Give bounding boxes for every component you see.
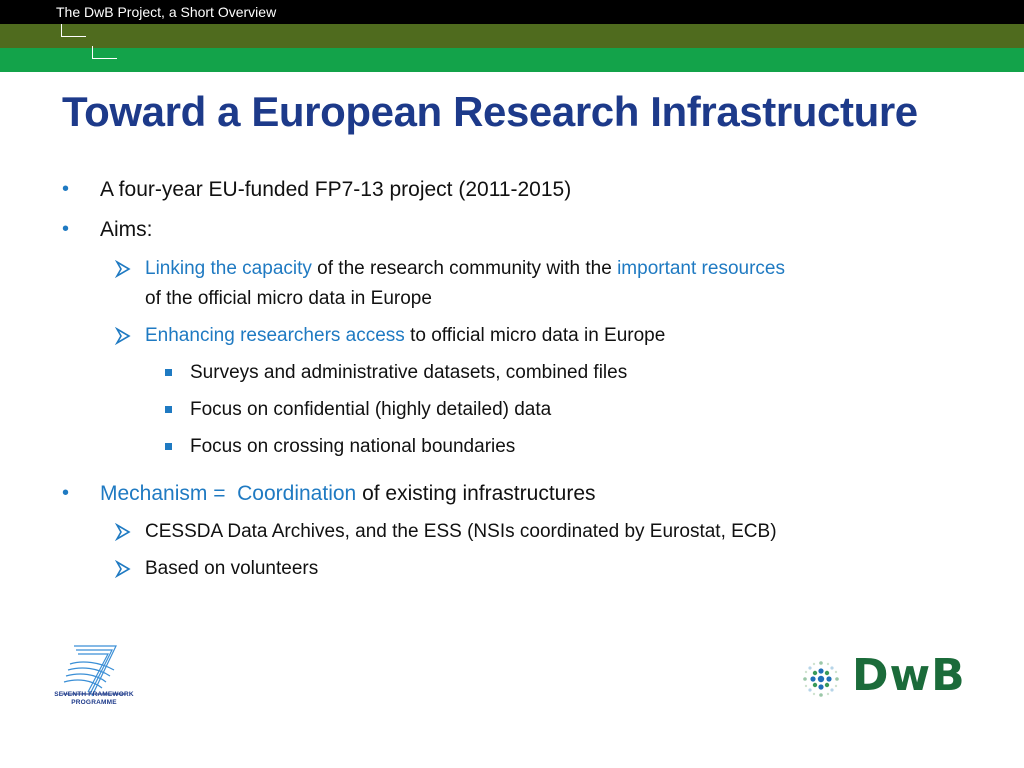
slide-title: Toward a European Research Infrastructure xyxy=(62,88,918,135)
enhancing-rest-text: to official micro data in Europe xyxy=(404,325,666,346)
bullet-funding-text: A four-year EU-funded FP7-13 project (2011-2015) xyxy=(100,178,572,201)
linking-mid-text: of the research community with the xyxy=(311,258,618,279)
volunteers-text: Based on volunteers xyxy=(145,558,319,579)
square-bullet-icon xyxy=(165,443,172,450)
header-title: The DwB Project, a Short Overview xyxy=(56,4,277,20)
sub-sub-bullet-surveys xyxy=(190,362,627,384)
boundaries-text: Focus on crossing national boundaries xyxy=(190,436,516,457)
sub-bullet-volunteers xyxy=(145,558,318,580)
cessda-text: CESSDA Data Archives, and the ESS (NSIs coordinated by Eurostat, ECB) xyxy=(145,521,777,542)
header-band-olive xyxy=(0,24,1024,48)
sub-sub-bullet-confidential xyxy=(190,399,551,421)
mechanism-text: Mechanism = xyxy=(100,482,226,505)
linking-capacity-text: Linking the capacity xyxy=(145,258,312,279)
mechanism-rest-text: of existing infrastructures xyxy=(356,482,596,505)
arrow-bullet-icon xyxy=(114,327,132,345)
bullet-mechanism xyxy=(100,482,596,506)
linking-line2-text: of the official micro data in Europe xyxy=(145,288,432,309)
confidential-text: Focus on confidential (highly detailed) data xyxy=(190,399,552,420)
dwb-dots-logo-icon xyxy=(798,656,844,702)
header-bar xyxy=(0,0,1024,24)
sub-bullet-linking xyxy=(145,258,785,280)
sub-bullet-cessda xyxy=(145,521,777,543)
important-resources-text: important resources xyxy=(617,258,785,279)
coordination-text: Coordination xyxy=(237,482,357,505)
sub-bullet-linking-line2 xyxy=(145,288,432,310)
square-bullet-icon xyxy=(165,369,172,376)
bullet-dot-icon: • xyxy=(62,178,70,200)
header-band-green xyxy=(0,48,1024,72)
surveys-text: Surveys and administrative datasets, combined files xyxy=(190,362,628,383)
sub-sub-bullet-boundaries xyxy=(190,436,515,458)
bullet-aims-text: Aims: xyxy=(100,218,153,241)
enhancing-access-text: Enhancing researchers access xyxy=(145,325,405,346)
sub-bullet-enhancing xyxy=(145,325,665,347)
square-bullet-icon xyxy=(165,406,172,413)
arrow-bullet-icon xyxy=(114,560,132,578)
bullet-aims xyxy=(100,218,153,242)
fp7-text-line2: PROGRAMME xyxy=(71,699,117,706)
bullet-dot-icon: • xyxy=(62,482,70,504)
arrow-bullet-icon xyxy=(114,523,132,541)
corner-mark-icon xyxy=(61,24,86,37)
bullet-dot-icon: • xyxy=(62,218,70,240)
bullet-funding xyxy=(100,178,571,202)
fp7-text-line1: SEVENTH FRAMEWORK xyxy=(54,691,134,698)
arrow-bullet-icon xyxy=(114,260,132,278)
corner-mark-icon xyxy=(92,46,117,59)
dwb-logo-text: DwB xyxy=(852,650,966,701)
